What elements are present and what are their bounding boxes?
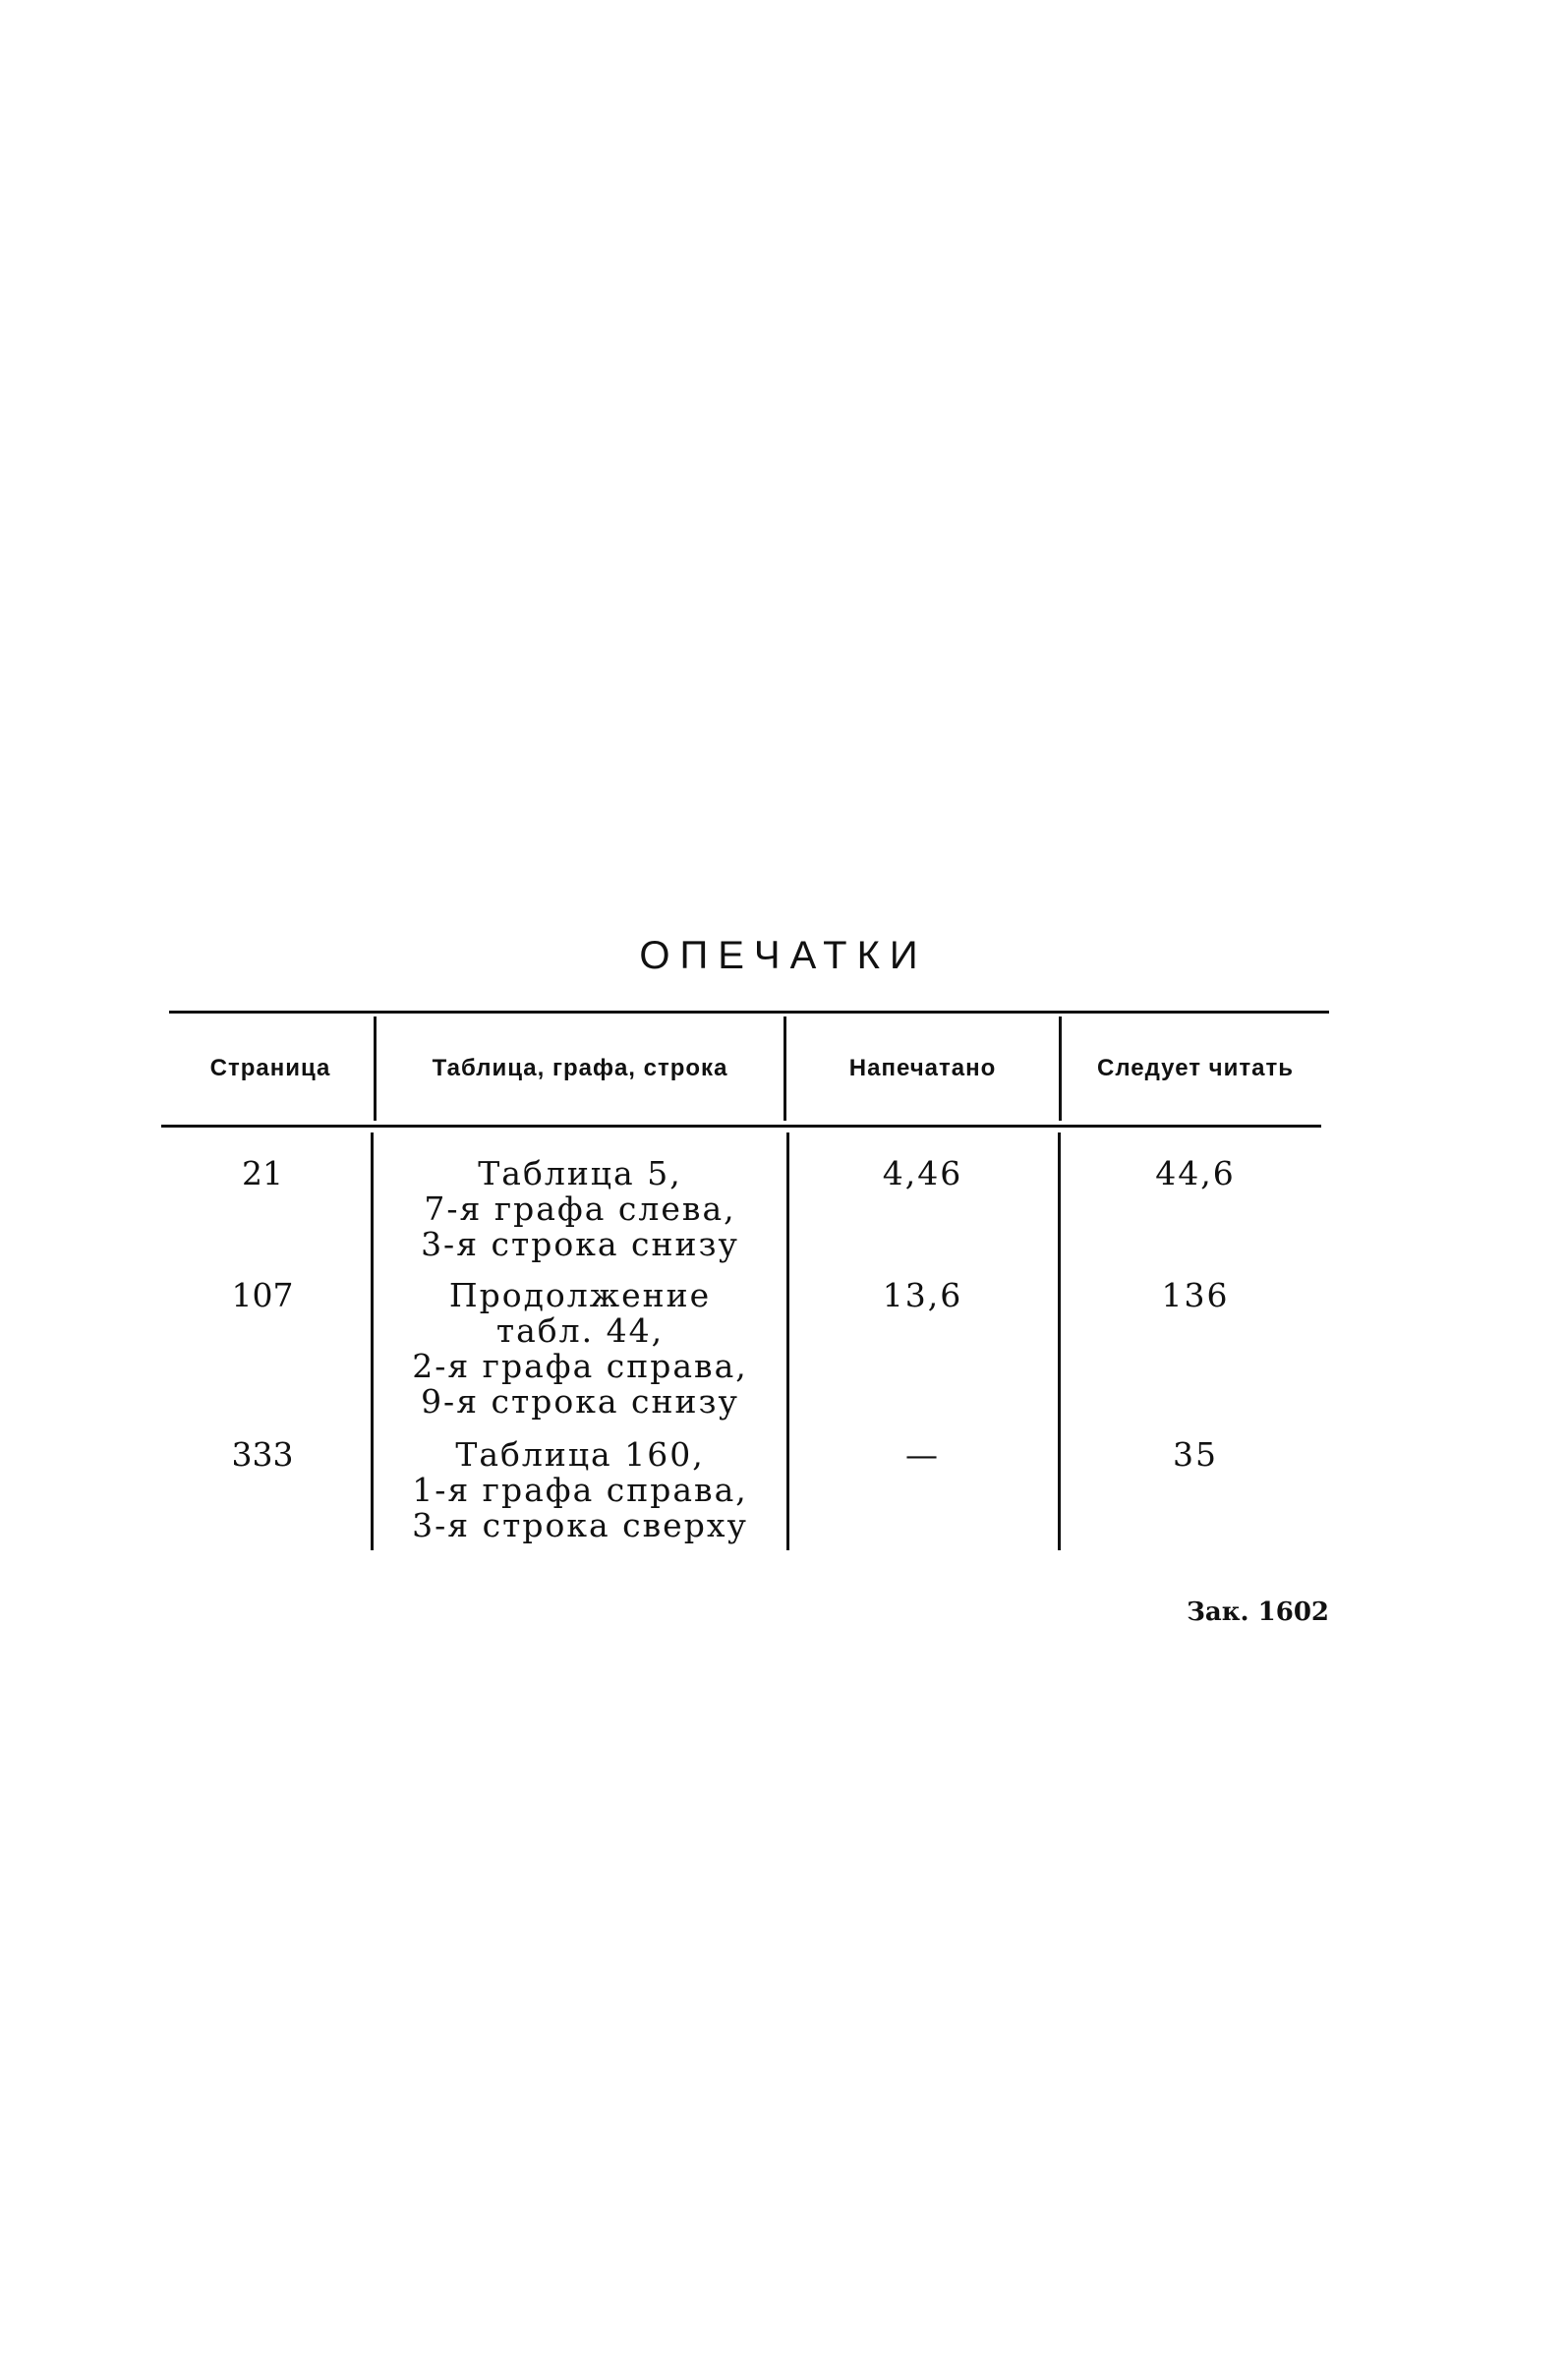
reference-line: 1-я графа справа, <box>412 1471 748 1509</box>
cell-reference <box>377 1437 784 1543</box>
cell-read-as: 136 <box>1161 1276 1230 1314</box>
cell-printed: 13,6 <box>882 1276 963 1314</box>
cell-read-as: 35 <box>1173 1435 1218 1474</box>
page-title: ОПЕЧАТКИ <box>639 934 928 977</box>
order-number: Зак. 1602 <box>1187 1597 1329 1627</box>
column-divider <box>1058 1132 1061 1550</box>
reference-line: 7-я графа слева, <box>424 1190 736 1228</box>
cell-page: 21 <box>242 1154 283 1192</box>
reference-line: 3-я строка сверху <box>412 1506 748 1544</box>
cell-reference <box>377 1156 784 1262</box>
cell-page: 107 <box>231 1276 294 1314</box>
reference-line: 9-я строка снизу <box>421 1382 739 1421</box>
column-divider <box>371 1132 374 1550</box>
header-page: Страница <box>209 1055 331 1081</box>
cell-printed: 4,46 <box>882 1154 963 1192</box>
header-printed: Напечатано <box>848 1055 997 1081</box>
cell-reference <box>377 1278 784 1420</box>
table-top-rule <box>169 1011 1329 1014</box>
reference-line: табл. 44, <box>495 1311 665 1350</box>
reference-line: 2-я графа справа, <box>412 1347 748 1385</box>
reference-line: Продолжение <box>448 1276 712 1314</box>
reference-line: 3-я строка снизу <box>421 1225 739 1263</box>
header-reference: Таблица, графа, строка <box>432 1055 728 1081</box>
cell-read-as: 44,6 <box>1155 1154 1236 1192</box>
cell-page: 333 <box>231 1435 294 1474</box>
header-read-as: Следует читать <box>1097 1055 1294 1081</box>
reference-line: Таблица 160, <box>455 1435 705 1474</box>
cell-printed: — <box>905 1435 940 1474</box>
reference-line: Таблица 5, <box>478 1154 682 1192</box>
table-header-rule <box>161 1125 1321 1128</box>
column-divider <box>786 1132 789 1550</box>
